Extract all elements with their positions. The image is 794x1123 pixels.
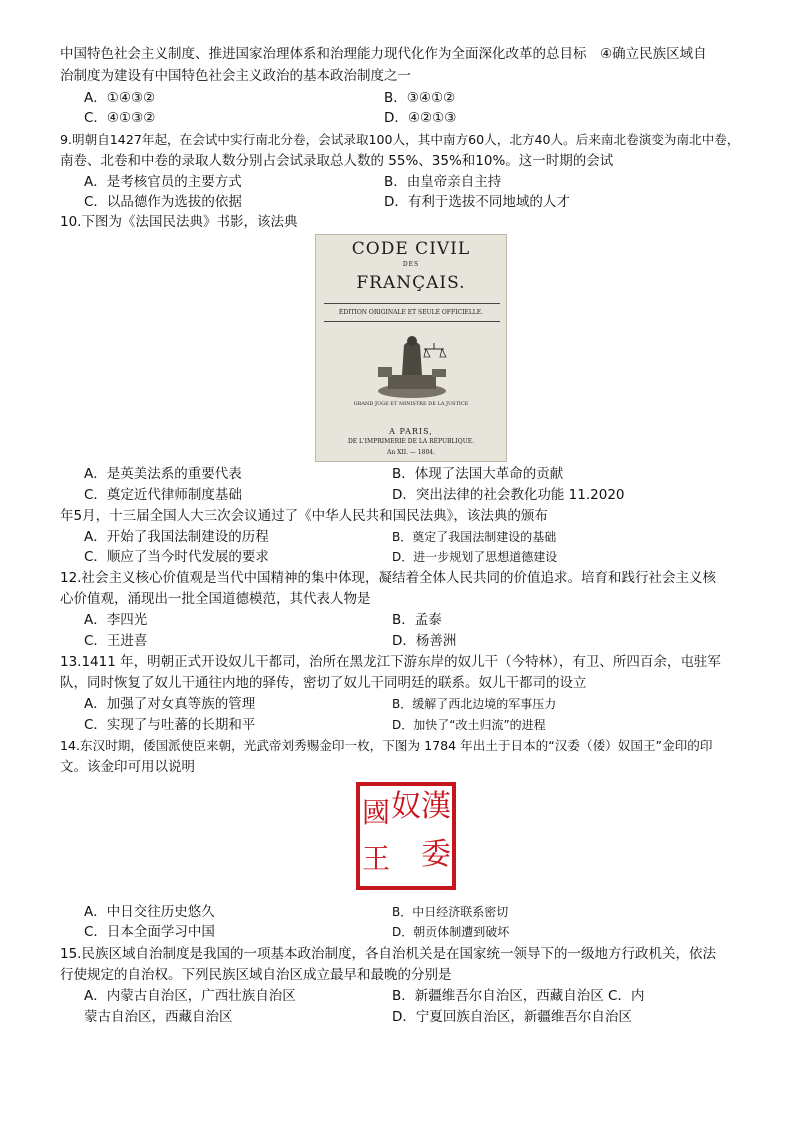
q10-option-b: B．体现了法国大革命的贡献 <box>392 466 564 482</box>
intro-option-c: C．④①③② <box>84 110 156 126</box>
q12-option-c: C．王进喜 <box>84 633 148 649</box>
book-rule-top <box>324 303 500 304</box>
q12-stem-line-1: 12.社会主义核心价值观是当代中国精神的集中体现，凝结着全体人民共同的价值追求。培育和践行社会主义核 <box>60 570 716 586</box>
q10-option-d: D．突出法律的社会教化功能 11.2020 <box>392 487 625 503</box>
seal-char-3: 奴 <box>391 789 421 824</box>
seal-char-2: 委 <box>421 837 451 872</box>
code-civil-title-page-image <box>315 234 507 462</box>
q12-stem-line-2: 心价值观，涌现出一批全国道德模范，其代表人物是 <box>60 591 371 607</box>
q13-option-b: B．缓解了西北边境的军事压力 <box>392 697 557 711</box>
q9-stem-line-2: 南卷、北卷和中卷的录取人数分别占会试录取总人数的 55%、35%和10%。这一时期的会试 <box>60 153 614 169</box>
q10-option-c: C．奠定近代律师制度基础 <box>84 487 242 503</box>
q9-option-c: C．以品德作为选拔的依据 <box>84 194 242 210</box>
q13-stem-line-2: 队，同时恢复了奴儿干通往内地的驿传，密切了奴儿干同明廷的联系。奴儿干都司的设立 <box>60 675 587 691</box>
q9-option-b: B．由皇帝亲自主持 <box>384 174 502 190</box>
seal-char-1: 漢 <box>421 789 451 824</box>
q15-stem-line-1: 15.民族区域自治制度是我国的一项基本政治制度，各自治机关是在国家统一领导下的一级地方行政机关，依法 <box>60 946 716 962</box>
book-year: An XII. — 1804. <box>386 449 435 456</box>
q15-option-a: A．内蒙古自治区，广西壮族自治区 <box>84 988 296 1004</box>
q12-option-a: A．李四光 <box>84 612 148 628</box>
q15-option-b: B．新疆维吾尔自治区，西藏自治区 C．内 <box>392 988 645 1004</box>
intro-option-a: A．①④③② <box>84 90 156 106</box>
q14-option-d: D．朝贡体制遭到破坏 <box>392 925 510 939</box>
q10-option-a: A．是英美法系的重要代表 <box>84 466 242 482</box>
q10-stem: 10.下图为《法国民法典》书影，该法典 <box>60 214 298 230</box>
q9-option-a: A．是考核官员的主要方式 <box>84 174 242 190</box>
book-city: A PARIS, <box>389 427 433 436</box>
intro-option-b: B．③④①② <box>384 90 456 106</box>
q14-option-b: B．中日经济联系密切 <box>392 905 509 919</box>
q11-option-c: C．顺应了当今时代发展的要求 <box>84 549 269 565</box>
han-wo-nu-guo-wang-seal-image <box>356 782 456 890</box>
q13-option-c: C．实现了与吐蕃的长期和平 <box>84 717 256 733</box>
book-rule-bottom <box>324 321 500 322</box>
q12-option-b: B．孟泰 <box>392 612 442 628</box>
q14-stem-line-2: 文。该金印可用以说明 <box>60 759 195 775</box>
intro-line-1: 中国特色社会主义制度、推进国家治理体系和治理能力现代化作为全面深化改革的总目标 ④确立民族区域自 <box>60 46 707 62</box>
intro-option-d: D．④②①③ <box>384 110 457 126</box>
seal-char-5: 王 <box>361 842 391 875</box>
book-title-des: DES <box>402 261 420 268</box>
book-title-line-2: FRANÇAIS. <box>356 273 466 293</box>
q14-option-c: C．日本全面学习中国 <box>84 924 215 940</box>
q11-option-a: A．开始了我国法制建设的历程 <box>84 529 269 545</box>
intro-line-2: 治制度为建设有中国特色社会主义政治的基本政治制度之一 <box>60 68 411 84</box>
book-vignette-caption: GRAND JUGE ET MINISTRE DE LA JUSTICE <box>353 401 469 407</box>
q11-option-b: B．奠定了我国法制建设的基础 <box>392 530 557 544</box>
q14-stem-line-1: 14.东汉时期，倭国派使臣来朝，光武帝刘秀赐金印一枚，下图为 1784 年出土于日本的“汉委（倭）奴国王”金印的印 <box>60 738 713 753</box>
justice-vignette-icon <box>372 331 452 401</box>
book-edition-line: ÉDITION ORIGINALE ET SEULE OFFICIELLE. <box>338 309 484 316</box>
q13-option-d: D．加快了“改土归流”的进程 <box>392 718 546 732</box>
q15-stem-line-2: 行使规定的自治权。下列民族区域自治区成立最早和最晚的分别是 <box>60 967 452 983</box>
book-title-line-1: CODE CIVIL <box>351 239 471 259</box>
q12-option-d: D．杨善洲 <box>392 633 457 649</box>
q9-stem-line-1: 9.明朝自1427年起，在会试中实行南北分卷，会试录取100人，其中南方60人，北方40人。后来南北卷演变为南北中卷， <box>60 132 740 147</box>
q14-option-a: A．中日交往历史悠久 <box>84 904 215 920</box>
q11-stem: 年5月，十三届全国人大三次会议通过了《中华人民共和国民法典》，该法典的颁布 <box>60 508 548 524</box>
q11-option-d: D．进一步规划了思想道德建设 <box>392 550 558 564</box>
q13-stem-line-1: 13.1411 年，明朝正式开设奴儿干都司，治所在黑龙江下游东岸的奴儿干（今特林），有卫、所四百余，屯驻军 <box>60 654 721 670</box>
seal-char-4: 國 <box>361 796 391 829</box>
book-printer: DE L'IMPRIMERIE DE LA RÉPUBLIQUE. <box>347 438 475 445</box>
q13-option-a: A．加强了对女真等族的管理 <box>84 696 256 712</box>
q15-option-c: 蒙古自治区，西藏自治区 <box>84 1009 233 1025</box>
q15-option-d: D．宁夏回族自治区，新疆维吾尔自治区 <box>392 1009 632 1025</box>
q9-option-d: D．有利于选拔不同地域的人才 <box>384 194 570 210</box>
